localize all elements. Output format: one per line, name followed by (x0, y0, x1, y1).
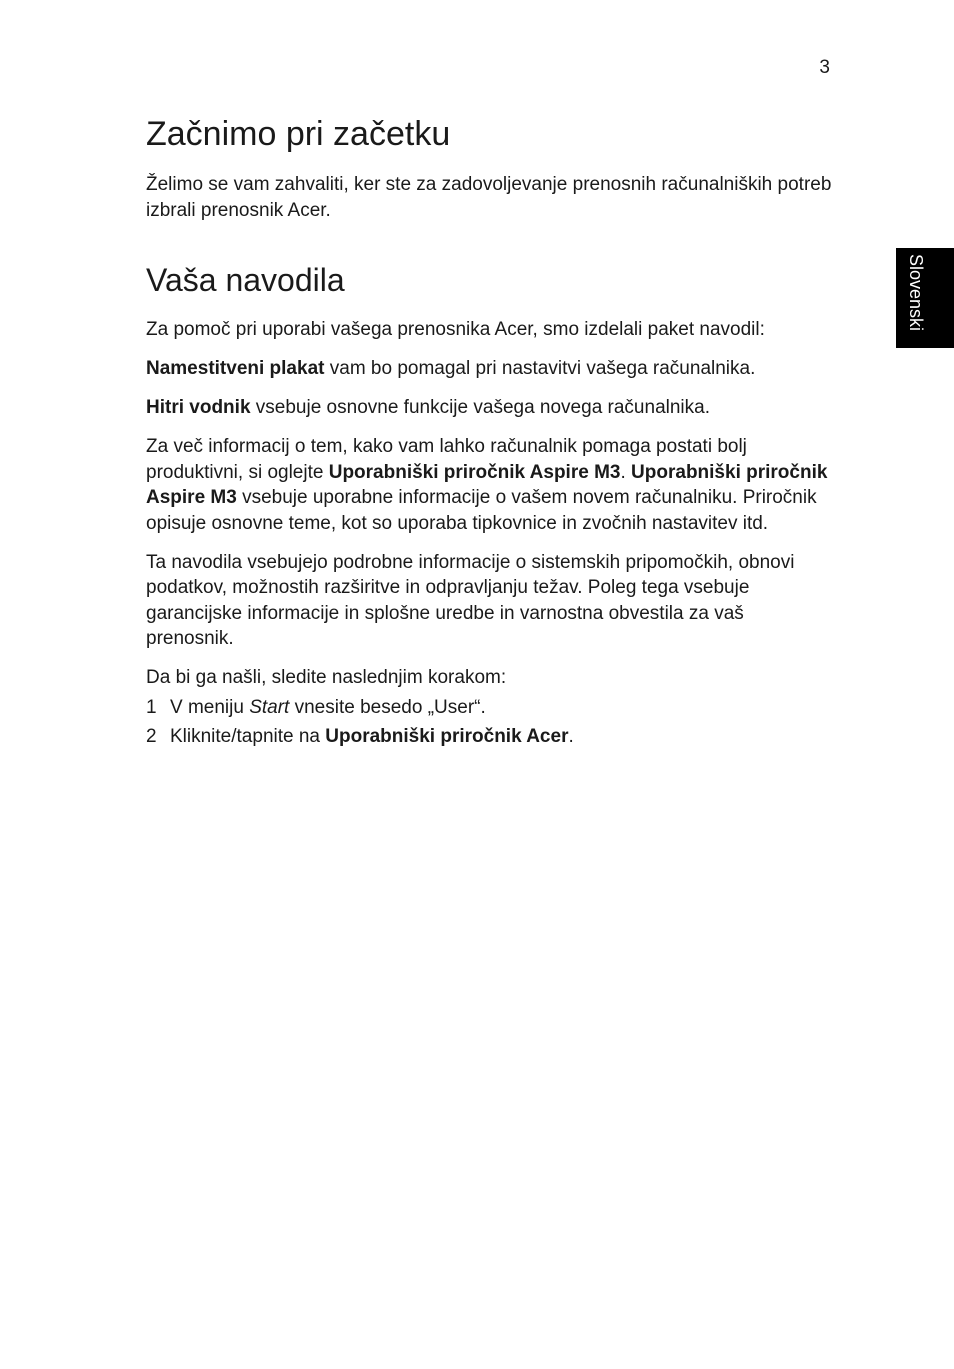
step-text (170, 724, 574, 750)
details-paragraph: Ta navodila vsebujejo podrobne informacije o sistemskih pripomočkih, obnovi podatkov, možnostih razširitve in odpravljanju težav. Poleg tega vsebuje garancijske informacije in splošne uredbe in varnostna obvestila za vaš prenosnik. (146, 551, 795, 649)
step-text-part: vnesite besedo „User“. (289, 696, 486, 718)
setup-poster-paragraph (146, 356, 836, 382)
user-manual-title-2: Uporabniški priročnik Aspire M3 (146, 461, 828, 508)
acer-user-manual-label: Uporabniški priročnik Acer (325, 725, 569, 747)
user-manual-title-1: Uporabniški priročnik Aspire M3 (328, 461, 621, 483)
page-content (146, 112, 836, 753)
user-manual-text-2: . (620, 461, 632, 483)
section-title-getting-started: Začnimo pri začetku (146, 115, 451, 153)
step-text (170, 695, 486, 721)
guides-intro-paragraph: Za pomoč pri uporabi vašega prenosnika Acer, smo izdelali paket navodil: (146, 319, 765, 340)
language-tab-label: Slovenski (906, 254, 926, 332)
setup-poster-text: vam bo pomagal pri nastavitvi vašega računalnika. (324, 358, 756, 379)
start-menu-label: Start (249, 696, 290, 718)
step-text-part: . (568, 725, 574, 747)
section-title-your-guides: Vaša navodila (146, 262, 345, 298)
quick-guide-text: vsebuje osnovne funkcije vašega novega računalnika. (250, 397, 710, 418)
language-tab (896, 248, 954, 348)
step-text-part: Kliknite/tapnite na (170, 725, 326, 747)
page-number: 3 (819, 57, 830, 78)
step-item (146, 695, 836, 721)
step-number: 1 (146, 696, 157, 718)
step-text-part: V meniju (170, 696, 250, 718)
step-number: 2 (146, 725, 157, 747)
quick-guide-paragraph (146, 395, 836, 421)
user-manual-text-3: vsebuje uporabne informacije o vašem novem računalniku. Priročnik opisuje osnovne teme, kot so uporaba tipkovnice in zvočnih nastavitev itd. (146, 487, 817, 534)
step-item (146, 724, 836, 750)
user-manual-paragraph (146, 434, 836, 536)
quick-guide-label: Hitri vodnik (146, 397, 251, 418)
thank-you-paragraph: Želimo se vam zahvaliti, ker ste za zadovoljevanje prenosnih računalniških potreb izbrali prenosnik Acer. (146, 174, 832, 221)
find-steps-intro: Da bi ga našli, sledite naslednjim korakom: (146, 667, 507, 688)
user-manual-text-1: Za več informacij o tem, kako vam lahko računalnik pomaga postati bolj produktivni, si oglejte (146, 436, 747, 483)
setup-poster-label: Namestitveni plakat (146, 358, 325, 379)
steps-list (146, 695, 836, 750)
